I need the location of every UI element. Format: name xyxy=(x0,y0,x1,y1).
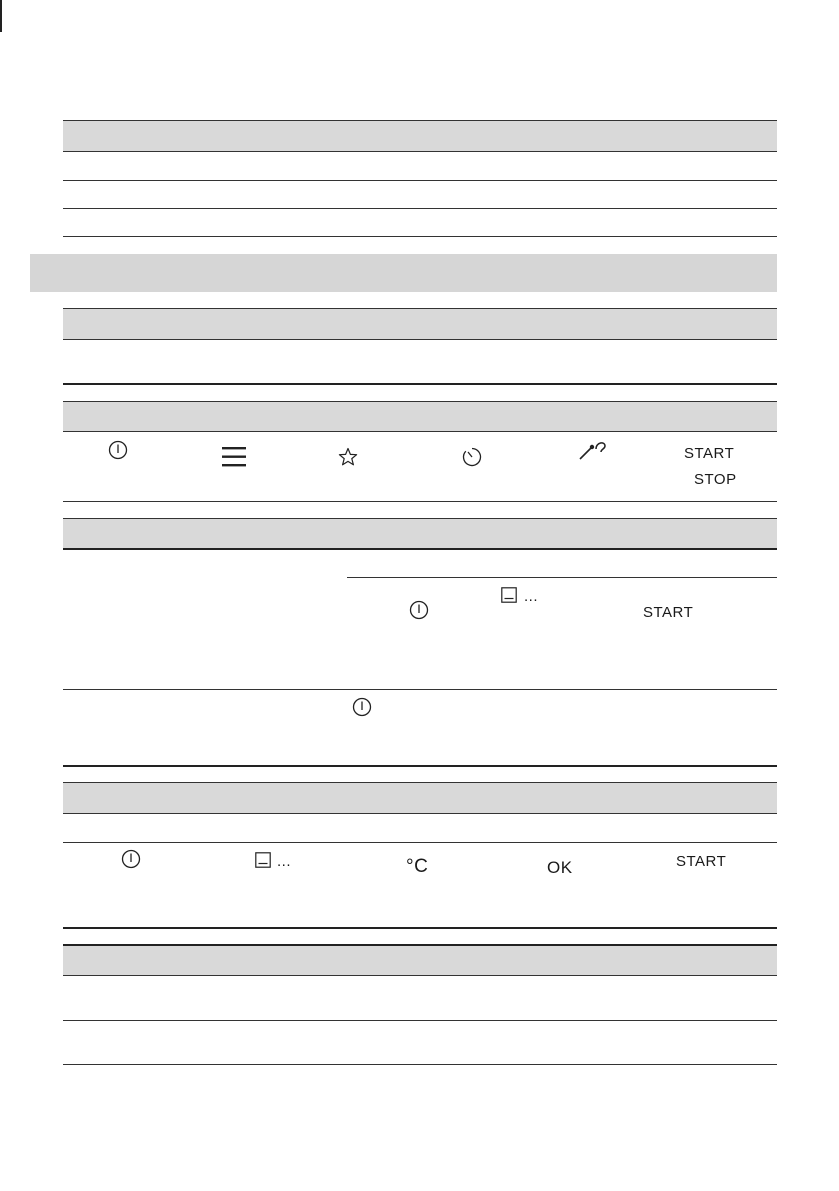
function-ellipsis: ... xyxy=(277,853,292,870)
table-rule xyxy=(63,151,777,152)
table-header-band xyxy=(63,782,777,813)
stop-button-label: STOP xyxy=(694,471,737,488)
oven-function-icon xyxy=(501,587,517,603)
table-rule xyxy=(63,401,777,402)
table-rule xyxy=(63,1064,777,1065)
table-header-band xyxy=(63,944,777,975)
table-rule xyxy=(63,689,777,690)
table-rule xyxy=(63,518,777,519)
table-rule xyxy=(63,765,777,767)
page-edge-mark xyxy=(0,0,2,32)
table-rule xyxy=(63,308,777,309)
favourite-star-icon xyxy=(338,447,358,467)
meat-probe-icon xyxy=(578,439,608,461)
table-rule xyxy=(63,501,777,502)
table-rule xyxy=(63,431,777,432)
table-rule xyxy=(63,120,777,121)
timer-icon xyxy=(461,446,483,468)
table-rule xyxy=(63,813,777,814)
start-button-label: START xyxy=(684,445,735,462)
table-rule xyxy=(63,944,777,946)
table-rule xyxy=(63,548,777,550)
table-rule xyxy=(63,842,777,843)
oven-function-icon xyxy=(255,852,271,868)
table-rule xyxy=(63,927,777,929)
power-icon xyxy=(409,600,429,620)
table-header-band xyxy=(63,518,777,548)
table-rule xyxy=(63,180,777,181)
table-sub-rule xyxy=(347,577,777,578)
ok-button-label: OK xyxy=(547,858,573,877)
temperature-icon: °C xyxy=(406,856,429,877)
table-header-band xyxy=(63,308,777,339)
table-rule xyxy=(63,782,777,783)
power-icon xyxy=(352,697,372,717)
table-header-band xyxy=(63,401,777,431)
section-heading-band xyxy=(30,254,777,292)
start-button-label: START xyxy=(643,604,694,621)
power-icon xyxy=(121,849,141,869)
table-rule xyxy=(63,1020,777,1021)
start-button-label: START xyxy=(676,853,727,870)
table-rule xyxy=(63,975,777,976)
power-icon xyxy=(108,440,128,460)
menu-icon xyxy=(222,446,246,468)
table-rule xyxy=(63,208,777,209)
table-rule xyxy=(63,339,777,340)
table-rule xyxy=(63,383,777,385)
table-header-band xyxy=(63,120,777,151)
function-ellipsis: ... xyxy=(524,588,539,605)
table-rule xyxy=(63,236,777,237)
